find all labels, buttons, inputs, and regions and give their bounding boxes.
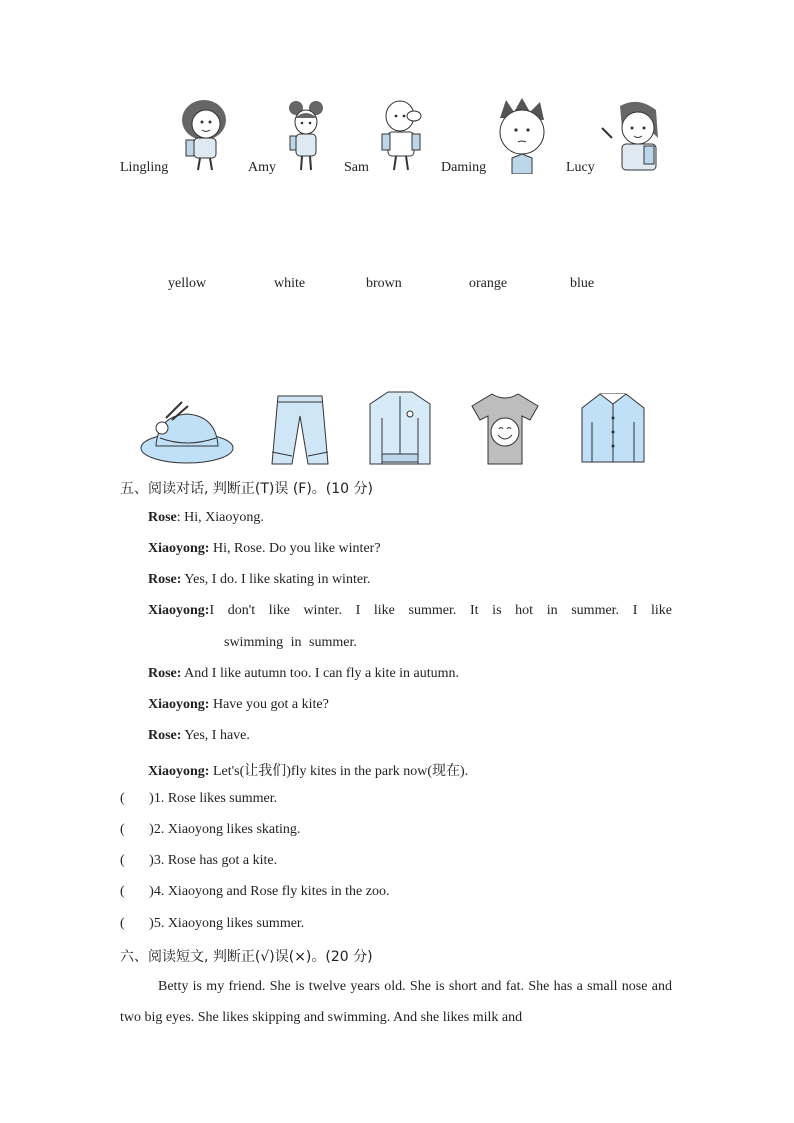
girl-amy-icon	[286, 98, 326, 174]
character-name-lucy: Lucy	[566, 160, 595, 175]
character-name-sam: Sam	[344, 160, 369, 175]
girl-lucy-icon	[598, 98, 664, 174]
character-name-amy: Amy	[248, 160, 276, 175]
shirt-icon	[578, 390, 648, 466]
dialogue-continuation: swimming in summer.	[224, 635, 357, 650]
section5-title: 五、阅读对话, 判断正(T)误 (F)。(10 分)	[120, 481, 373, 497]
boy-daming-icon	[492, 98, 556, 174]
dialogue-text: And I like autumn too. I can fly a kite in autumn.	[181, 666, 460, 681]
color-word-blue: blue	[570, 276, 595, 291]
question-3[interactable]: ( )3. Rose has got a kite.	[120, 853, 278, 868]
dialogue-line	[148, 603, 672, 619]
dialogue-line	[148, 510, 264, 526]
dialogue-line	[148, 541, 381, 557]
section6-title: 六、阅读短文, 判断正(√)误(×)。(20 分)	[120, 949, 373, 965]
color-word-yellow: yellow	[168, 276, 207, 291]
dialogue-text: I don't like winter. I like summer. It is hot in summer. I like	[209, 603, 672, 618]
girl-lingling-icon	[176, 98, 232, 174]
speaker: Rose	[148, 510, 177, 525]
speaker: Xiaoyong:	[148, 603, 210, 618]
t-shirt-icon	[470, 392, 540, 466]
speaker: Xiaoyong:	[148, 764, 210, 779]
color-word-brown: brown	[366, 276, 402, 291]
character-name-lingling: Lingling	[120, 160, 169, 175]
speaker: Xiaoyong:	[148, 697, 210, 712]
hat-icon	[138, 398, 236, 466]
question-2[interactable]: ( )2. Xiaoyong likes skating.	[120, 822, 301, 837]
color-word-orange: orange	[469, 276, 508, 291]
dialogue-line	[148, 728, 250, 744]
dialogue-text: Let's(让我们)fly kites in the park now(现在).	[209, 764, 469, 779]
question-4[interactable]: ( )4. Xiaoyong and Rose fly kites in the zoo.	[120, 884, 390, 899]
reading-paragraph: Betty is my friend. She is twelve years old. She is short and fat. She has a small nose and two big eyes. She likes skipping and swimming. And she likes milk and	[120, 979, 672, 1025]
trousers-icon	[270, 392, 330, 468]
jacket-icon	[368, 388, 432, 468]
question-1[interactable]: ( )1. Rose likes summer.	[120, 791, 278, 806]
dialogue-line	[148, 666, 459, 682]
speaker: Rose:	[148, 666, 182, 681]
character-name-daming: Daming	[441, 160, 487, 175]
dialogue-text: Hi, Xiaoyong.	[180, 510, 264, 525]
dialogue-line	[148, 760, 468, 780]
dialogue-line	[148, 697, 329, 713]
dialogue-text: Yes, I have.	[181, 728, 250, 743]
speaker: Xiaoyong:	[148, 541, 210, 556]
dialogue-text: Yes, I do. I like skating in winter.	[181, 572, 371, 587]
boy-sam-icon	[376, 98, 426, 174]
question-5[interactable]: ( )5. Xiaoyong likes summer.	[120, 916, 305, 931]
speaker: Rose:	[148, 572, 182, 587]
dialogue-text: Hi, Rose. Do you like winter?	[209, 541, 381, 556]
color-word-white: white	[274, 276, 306, 291]
speaker: Rose:	[148, 728, 182, 743]
speaker-sep: :	[176, 510, 181, 525]
dialogue-text: Have you got a kite?	[209, 697, 329, 712]
dialogue-line	[148, 572, 370, 588]
